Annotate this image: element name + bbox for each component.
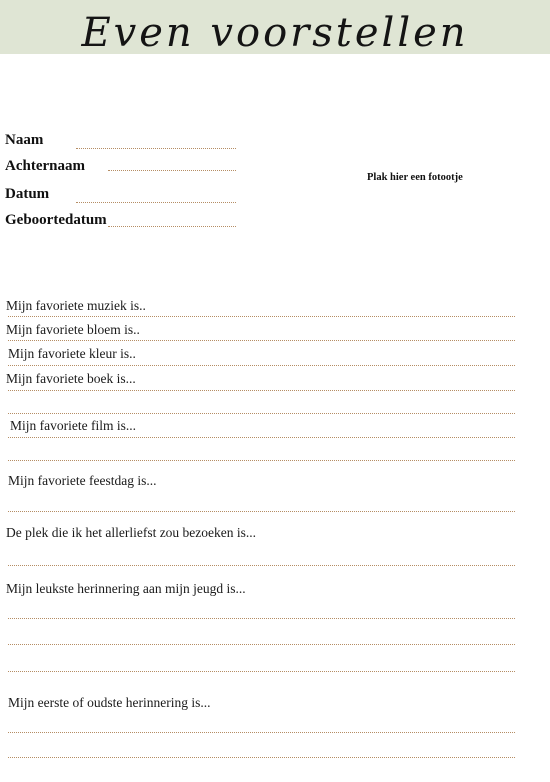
answer-line[interactable] (8, 340, 515, 341)
answer-line[interactable] (8, 671, 515, 672)
prompt-flower: Mijn favoriete bloem is.. (6, 322, 140, 337)
date-label: Datum (5, 186, 50, 202)
page-title: Even voorstellen (81, 10, 469, 56)
birth-date-label: Geboortedatum (5, 212, 107, 228)
last-name-field[interactable] (108, 170, 236, 171)
last-name-label: Achternaam (5, 158, 85, 174)
date-field[interactable] (76, 202, 236, 203)
answer-line[interactable] (8, 757, 515, 758)
answer-line[interactable] (8, 460, 515, 461)
prompt-book: Mijn favoriete boek is... (6, 371, 136, 386)
prompt-film: Mijn favoriete film is... (10, 418, 136, 433)
prompt-holiday: Mijn favoriete feestdag is... (8, 473, 157, 488)
name-label: Naam (5, 132, 44, 148)
answer-line[interactable] (8, 732, 515, 733)
answer-line[interactable] (8, 413, 515, 414)
answer-line[interactable] (8, 316, 515, 317)
answer-line[interactable] (8, 618, 515, 619)
prompt-color: Mijn favoriete kleur is.. (8, 346, 136, 361)
answer-line[interactable] (8, 437, 515, 438)
photo-placeholder-label: Plak hier een fotootje (367, 172, 463, 183)
prompt-music: Mijn favoriete muziek is.. (6, 298, 146, 313)
prompt-earliest: Mijn eerste of oudste herinnering is... (8, 695, 211, 710)
answer-line[interactable] (8, 390, 515, 391)
prompt-place: De plek die ik het allerliefst zou bezoeken is... (6, 525, 257, 540)
prompt-memory: Mijn leukste herinnering aan mijn jeugd is... (6, 581, 246, 596)
answer-line[interactable] (8, 644, 515, 645)
answer-line[interactable] (8, 511, 515, 512)
answer-line[interactable] (8, 365, 515, 366)
name-field[interactable] (76, 148, 236, 149)
birth-date-field[interactable] (108, 226, 236, 227)
answer-line[interactable] (8, 565, 515, 566)
